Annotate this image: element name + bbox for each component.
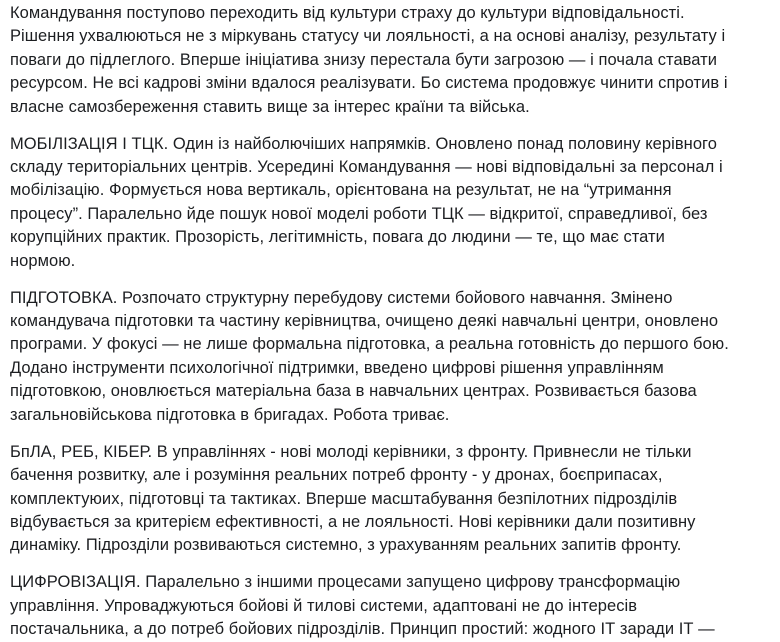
text-line: мобілізацію. Формується нова вертикаль, орієнтована на результат, не на “утримання — [10, 181, 672, 200]
text-line: комплектуюих, підготовці та тактиках. Вперше масштабування безпілотних підрозділів — [10, 489, 678, 508]
text-line: складу територіальних центрів. Усередині Командування — нові відповідальні за персонал і — [10, 158, 723, 177]
text-line: динаміку. Підрозділи розвиваються системно, з урахуванням реальних запитів фронту. — [10, 536, 682, 555]
text-line: корупційних практик. Прозорість, легітимність, повага до людини — те, що має стати — [10, 228, 665, 247]
text-line: підготовкою, оновлюється матеріальна база в навчальних центрах. Розвивається базова — [10, 382, 697, 401]
text-line: БпЛА, РЕБ, КІБЕР. В управліннях - нові молоді керівники, з фронту. Привнесли не тільки — [10, 442, 692, 461]
text-line: процесу”. Паралельно йде пошук нової моделі роботи ТЦК — відкритої, справедливої, без — [10, 204, 708, 223]
text-line: МОБІЛІЗАЦІЯ І ТЦК. Один із найболючіших напрямків. Оновлено понад половину керівного — [10, 134, 717, 153]
text-line: бачення розвитку, але і розуміння реальних потреб фронту - у дронах, боєприпасах, — [10, 466, 663, 485]
text-line: нормою. — [10, 251, 76, 270]
text-line: ПІДГОТОВКА. Розпочато структурну перебудову системи бойового навчання. Змінено — [10, 288, 673, 307]
text-line: поваги до підлеглого. Вперше ініціатива знизу перестала бути загрозою — і почала ставати — [10, 50, 718, 69]
text-line: управління. Упроваджуються бойові й тилові системи, адаптовані не до інтересів — [10, 596, 638, 615]
text-line: ЦИФРОВІЗАЦІЯ. Паралельно з іншими процесами запущено цифрову трансформацію — [10, 573, 681, 592]
text-line: Додано інструменти психологічної підтримки, введено цифрові рішення управлінням — [10, 358, 664, 377]
text-line: Рішення ухвалюються не з міркувань статусу чи лояльності, а на основі аналізу, результату і — [10, 27, 726, 46]
paragraph-mobilization — [10, 133, 772, 273]
text-line: загальновійськова підготовка в бригадах. Робота триває. — [10, 405, 450, 424]
text-line: командувача підготовки та частину керівництва, очищено деякі навчальні центри, оновлено — [10, 312, 719, 331]
text-line: ресурсом. Не всі кадрові зміни вдалося реалізувати. Бо система продовжує чинити спротив і — [10, 74, 728, 93]
text-line: власне самозбереження ставить вище за інтерес країни та війська. — [10, 97, 530, 116]
paragraph-drones-ew-cyber — [10, 441, 772, 558]
text-line: відбувається за критерієм ефективності, а не лояльності. Нові керівники дали позитивну — [10, 512, 696, 531]
text-line: постачальника, а до потреб бойових підрозділів. Принцип простий: жодного ІТ заради ІТ — — [10, 620, 715, 639]
paragraph-digitalization — [10, 571, 772, 641]
text-line: Командування поступово переходить від культури страху до культури відповідальності. — [10, 4, 685, 22]
paragraph-training — [10, 287, 772, 427]
text-line: програми. У фокусі — не лише формальна підготовка, а реальна готовність до першого бою. — [10, 335, 729, 354]
paragraph-culture — [10, 2, 772, 119]
